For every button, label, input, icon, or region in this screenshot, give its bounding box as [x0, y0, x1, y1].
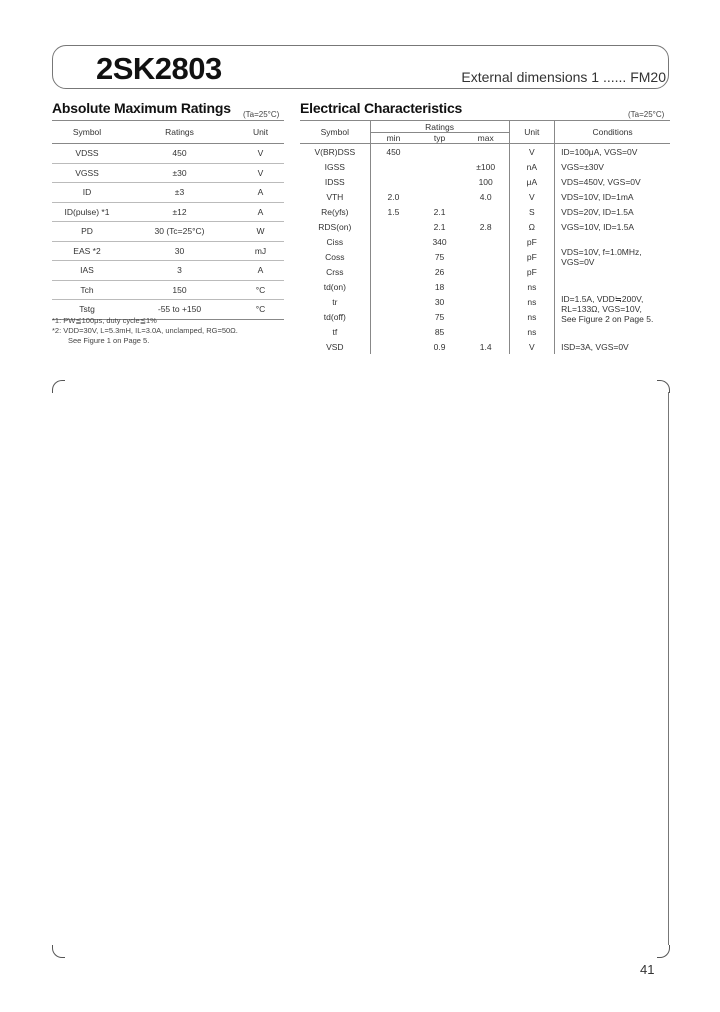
- cell-unit: A: [237, 261, 284, 281]
- cell-max: [463, 204, 509, 219]
- cond-line: VDS=10V, f=1.0MHz,: [561, 246, 642, 257]
- cell-typ: 26: [434, 266, 445, 277]
- cell-max: [463, 279, 509, 294]
- table-header-row: [300, 121, 670, 133]
- cell-unit: ns: [509, 294, 555, 309]
- cell-symbol: Ciss: [326, 236, 344, 247]
- ec-title: Electrical Characteristics: [300, 100, 463, 116]
- cell-symbol: RDS(on): [318, 221, 352, 232]
- col-ratings: Ratings: [122, 121, 237, 144]
- cell-rating: 3: [122, 261, 237, 281]
- cell-unit: V: [509, 144, 555, 160]
- cell-max: 4.0: [479, 191, 492, 202]
- cell-symbol: Coss: [325, 251, 345, 262]
- table-row: [300, 189, 670, 204]
- cell-min: [370, 339, 416, 354]
- cell-unit: A: [237, 183, 284, 203]
- cell-unit: Ω: [509, 219, 555, 234]
- table-row: [300, 279, 670, 294]
- table-row: [52, 183, 284, 203]
- cell-typ: 340: [432, 236, 447, 247]
- cell-rating: 30 (Tc=25°C): [122, 222, 237, 242]
- frame-corner-top-left: [52, 380, 65, 393]
- amr-footnotes: [52, 316, 238, 346]
- cell-typ: [416, 174, 463, 189]
- cell-symbol: EAS *2: [52, 241, 122, 261]
- cell-min: [370, 264, 416, 279]
- cell-typ: [416, 159, 463, 174]
- col-max: max: [463, 133, 509, 144]
- cell-symbol: VDSS: [52, 144, 122, 164]
- cell-max: 2.8: [479, 221, 492, 232]
- table-row: [52, 163, 284, 183]
- cell-max: 1.4: [479, 341, 492, 352]
- table-row: [300, 204, 670, 219]
- table-row: [52, 241, 284, 261]
- cell-unit: S: [509, 204, 555, 219]
- cell-symbol: V(BR)DSS: [314, 146, 356, 157]
- cell-unit: μA: [509, 174, 555, 189]
- col-ratings: Ratings: [370, 121, 509, 133]
- cell-symbol: td(off): [323, 311, 346, 322]
- cell-symbol: VSD: [326, 341, 344, 352]
- cell-min: [370, 294, 416, 309]
- cell-min: 2.0: [370, 189, 416, 204]
- footnote-2-ref: See Figure 1 on Page 5.: [68, 336, 150, 345]
- cell-typ: 2.1: [433, 221, 446, 232]
- cell-symbol: VGSS: [52, 163, 122, 183]
- table-row: [300, 234, 670, 249]
- table-row: [52, 261, 284, 281]
- cell-max: [463, 294, 509, 309]
- cond-line: ID=1.5A, VDD≒200V,: [561, 294, 644, 304]
- cell-symbol: Tch: [52, 280, 122, 300]
- cell-min: [370, 234, 416, 249]
- cell-rating: ±30: [122, 163, 237, 183]
- cell-conditions: VDS=10V, ID=1mA: [555, 189, 670, 204]
- col-symbol: Symbol: [52, 121, 122, 144]
- cell-symbol: ID(pulse) *1: [52, 202, 122, 222]
- cell-typ: 75: [434, 251, 445, 262]
- cell-max: [463, 309, 509, 324]
- ec-condition: (Ta=25°C): [628, 110, 665, 119]
- cell-typ: 85: [434, 326, 445, 337]
- cell-symbol: Tstg: [52, 300, 122, 320]
- cell-symbol: tr: [332, 296, 338, 307]
- cell-conditions: VDS=20V, ID=1.5A: [555, 204, 670, 219]
- cell-min: [370, 219, 416, 234]
- external-dimensions-label: External dimensions 1 ...... FM20: [461, 69, 666, 85]
- cell-max: ±100: [476, 161, 496, 172]
- cell-conditions-capacitance: [555, 234, 670, 279]
- cell-conditions-switching: [555, 279, 670, 339]
- cell-unit: pF: [509, 264, 555, 279]
- col-typ: typ: [416, 133, 463, 144]
- cell-unit: ns: [509, 279, 555, 294]
- cell-max: [463, 249, 509, 264]
- cell-symbol: Crss: [326, 266, 344, 277]
- cell-unit: W: [237, 222, 284, 242]
- cell-min: [370, 249, 416, 264]
- col-unit: Unit: [509, 121, 555, 144]
- cell-typ: [416, 144, 463, 160]
- cell-typ: [416, 189, 463, 204]
- cell-min: 450: [370, 144, 416, 160]
- cond-line: See Figure 2 on Page 5.: [561, 314, 654, 324]
- page-number: 41: [640, 962, 655, 977]
- cell-unit: V: [237, 163, 284, 183]
- cell-unit: mJ: [237, 241, 284, 261]
- frame-corner-bottom-right: [657, 945, 670, 958]
- cell-unit: °C: [237, 280, 284, 300]
- cell-unit: V: [509, 339, 555, 354]
- cell-conditions: ISD=3A, VGS=0V: [555, 339, 670, 354]
- cell-typ: 0.9: [433, 341, 446, 352]
- cell-typ: 2.1: [433, 206, 446, 217]
- table-row: [300, 174, 670, 189]
- cell-unit: V: [237, 144, 284, 164]
- table-row: [300, 219, 670, 234]
- cell-max: [463, 234, 509, 249]
- table-header-row: [52, 121, 284, 144]
- cell-min: [370, 309, 416, 324]
- footnote-1: *1: PW≦100μs, duty cycle≦1%: [52, 316, 157, 325]
- cell-conditions: ID=100μA, VGS=0V: [555, 144, 670, 160]
- cell-max: [463, 264, 509, 279]
- cell-unit: V: [509, 189, 555, 204]
- amr-condition: (Ta=25°C): [243, 110, 280, 119]
- cell-symbol: ID: [52, 183, 122, 203]
- footnote-2: *2: VDD=30V, L=5.3mH, IL=3.0A, unclamped, RG=50Ω.: [52, 326, 238, 335]
- col-unit: Unit: [237, 121, 284, 144]
- cell-unit: °C: [237, 300, 284, 320]
- cell-unit: pF: [509, 234, 555, 249]
- cell-typ: 18: [434, 281, 445, 292]
- electrical-characteristics-table: [300, 120, 670, 354]
- cond-line: RL=133Ω, VGS=10V,: [561, 304, 642, 314]
- col-min: min: [370, 133, 416, 144]
- part-number-title: 2SK2803: [96, 51, 222, 86]
- cell-typ: 75: [434, 311, 445, 322]
- frame-corner-bottom-left: [52, 945, 65, 958]
- col-symbol: Symbol: [300, 121, 370, 144]
- cell-conditions: VGS=±30V: [555, 159, 670, 174]
- cell-symbol: IDSS: [324, 176, 345, 187]
- col-conditions: Conditions: [555, 121, 670, 144]
- cell-rating: -55 to +150: [122, 300, 237, 320]
- cell-typ: 30: [434, 296, 445, 307]
- amr-title: Absolute Maximum Ratings: [52, 100, 231, 116]
- cell-conditions: VDS=450V, VGS=0V: [555, 174, 670, 189]
- cell-symbol: VTH: [326, 191, 344, 202]
- cell-rating: ±3: [122, 183, 237, 203]
- table-row: [300, 339, 670, 354]
- cell-min: [370, 279, 416, 294]
- cell-symbol: IGSS: [324, 161, 345, 172]
- table-row: [300, 159, 670, 174]
- cell-min: 1.5: [370, 204, 416, 219]
- table-row: [52, 144, 284, 164]
- cell-rating: ±12: [122, 202, 237, 222]
- table-row: [52, 280, 284, 300]
- cell-unit: ns: [509, 324, 555, 339]
- cell-min: [370, 159, 416, 174]
- cell-conditions: VGS=10V, ID=1.5A: [555, 219, 670, 234]
- cell-unit: nA: [509, 159, 555, 174]
- cell-symbol: td(on): [323, 281, 346, 292]
- cell-rating: 450: [122, 144, 237, 164]
- cell-max: 100: [478, 176, 493, 187]
- absolute-maximum-ratings-table: [52, 120, 284, 320]
- cell-symbol: tf: [332, 326, 338, 337]
- cell-symbol: Re(yfs): [321, 206, 349, 217]
- frame-right-edge: [668, 392, 669, 945]
- table-row: [52, 222, 284, 242]
- cell-rating: 30: [122, 241, 237, 261]
- cell-symbol: PD: [52, 222, 122, 242]
- cell-rating: 150: [122, 280, 237, 300]
- cell-unit: ns: [509, 309, 555, 324]
- table-row: [52, 202, 284, 222]
- cell-unit: pF: [509, 249, 555, 264]
- cond-line: VGS=0V: [561, 256, 595, 267]
- cell-max: [463, 324, 509, 339]
- cell-symbol: IAS: [52, 261, 122, 281]
- cell-max: [463, 144, 509, 160]
- cell-min: [370, 174, 416, 189]
- cell-unit: A: [237, 202, 284, 222]
- cell-min: [370, 324, 416, 339]
- table-row: [300, 144, 670, 160]
